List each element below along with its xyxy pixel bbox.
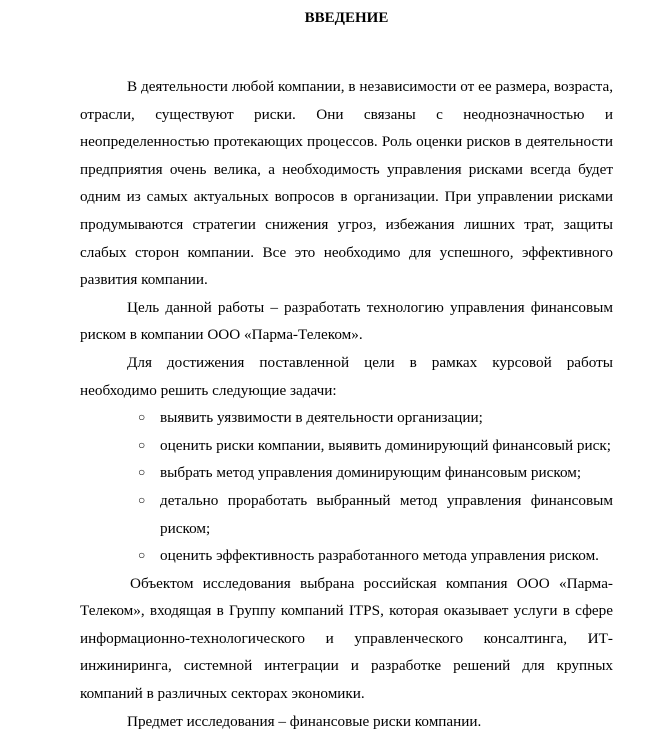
list-item	[138, 542, 613, 570]
tasks-intro-paragraph: Для достижения поставленной цели в рамках курсовой работы необходимо решить следующие задачи:	[80, 353, 613, 399]
circle-bullet-icon: ○	[138, 410, 146, 425]
task-text: оценить риски компании, выявить доминирующий финансовый риск;	[160, 436, 611, 454]
task-text: выбрать метод управления доминирующим финансовым риском;	[160, 464, 582, 482]
object-paragraph: Объектом исследования выбрана российская компания ООО «Парма-Телеком», входящая в Группу компаний ITPS, которая оказывает услуги в сфере информационно-технологического и управленческого консалтинга, ИТ-инжиниринга, системной интеграции и разработке решений для крупных компаний в различных секторах экономики.	[80, 574, 613, 703]
task-text: выявить уязвимости в деятельности организации;	[160, 409, 483, 427]
document-page	[0, 8, 646, 743]
task-list	[80, 404, 613, 570]
document-body	[80, 73, 613, 735]
circle-bullet-icon: ○	[138, 437, 146, 452]
subject-paragraph: Предмет исследования – финансовые риски компании.	[127, 712, 482, 730]
list-item	[138, 459, 613, 487]
goal-paragraph: Цель данной работы – разработать технологию управления финансовым риском в компании ООО «Парма-Телеком».	[80, 298, 613, 344]
task-text: оценить эффективность разработанного метода управления риском.	[160, 547, 599, 565]
list-item	[138, 487, 613, 542]
list-item	[138, 432, 613, 460]
circle-bullet-icon: ○	[138, 465, 146, 480]
task-text: детально проработать выбранный метод управления финансовым риском;	[160, 491, 613, 537]
list-item	[138, 404, 613, 432]
page-title: ВВЕДЕНИЕ	[304, 10, 389, 26]
circle-bullet-icon: ○	[138, 492, 146, 507]
intro-paragraph: В деятельности любой компании, в независимости от ее размера, возраста, отрасли, существуют риски. Они связаны с неоднозначностью и неопределенностью протекающих процессов. Роль оценки рисков в деятельности предприятия очень велика, а необходимость управления рисками всегда будет одним из самых актуальных вопросов в организации. При управлении рисками продумываются стратегии снижения угроз, избежания лишних трат, защиты слабых сторон компании. Все это необходимо для успешного, эффективного развития компании.	[80, 78, 613, 289]
circle-bullet-icon: ○	[138, 548, 146, 563]
